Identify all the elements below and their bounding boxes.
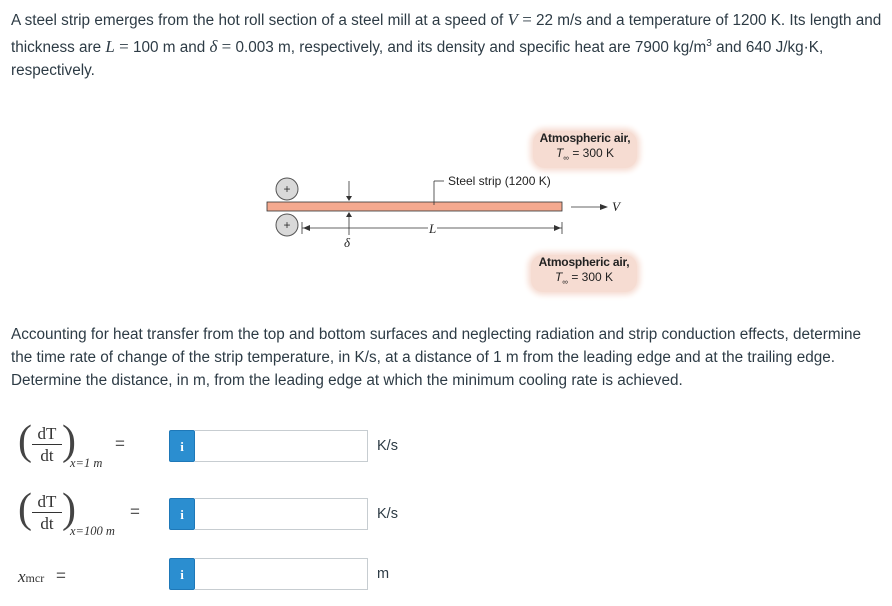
strip-label: Steel strip (1200 K) [448, 174, 551, 188]
steel-strip [267, 202, 562, 211]
problem-statement: A steel strip emerges from the hot roll section of a steel mill at a speed of V = 22 m/s and a temperature of 1200 K. Its length and thickness are L = 100 m and δ = 0.003 m, respectively, and its density and specific heat are 7900 $kg/m^3$ and 640 J/kg·K, respectively. [11, 10, 882, 80]
fraction-numerator: dT [37, 424, 57, 443]
x-mcr-label: xmcr [18, 567, 45, 586]
derivative-subscript: x=100 m [70, 524, 115, 538]
atmospheric-air-callout-top: Atmospheric air, $T_\infty = 300$ K [533, 131, 637, 168]
upper-roller-symbol: + [283, 182, 291, 196]
steel-strip-diagram [260, 125, 660, 295]
length-label: L [429, 221, 437, 236]
thickness-label: δ [344, 235, 351, 250]
unit-label: m [377, 566, 390, 582]
derivative-subscript: x=1 m [70, 456, 103, 470]
info-button[interactable]: i [169, 430, 195, 462]
fraction-denominator: dt [40, 446, 54, 465]
unit-label: K/s [377, 506, 398, 522]
equals-sign: = [115, 434, 125, 453]
equals-sign: = [56, 566, 66, 585]
question-text: Accounting for heat transfer from the top and bottom surfaces and neglecting radiation and strip conduction effects, determine the time rate of change of the strip temperature, in K/s, at a distance of 1 m from the leading edge and at the trailing edge. Determine the distance, in m, from the leading edge at which the minimum cooling rate is achieved. [11, 326, 862, 389]
answer-input-x-mcr[interactable] [195, 558, 368, 590]
answer-input-dTdt-x100m[interactable] [195, 498, 368, 530]
atmospheric-air-callout-bottom: Atmospheric air, $T_\infty = 300$ K [531, 255, 637, 292]
info-button[interactable]: i [169, 558, 195, 590]
equals-sign: = [130, 502, 140, 521]
answer-input-dTdt-x1m[interactable] [195, 430, 368, 462]
info-button[interactable]: i [169, 498, 195, 530]
answer-row-3 [0, 552, 892, 592]
fraction-denominator: dt [40, 514, 54, 533]
fraction-numerator: dT [37, 492, 57, 511]
answer-row-1: ( dT dt ) x=1 m = i K/s [18, 418, 398, 470]
unit-label: K/s [377, 438, 398, 454]
lower-roller-symbol: + [283, 218, 291, 232]
answer-row-2: ( dT dt ) x=100 m = i K/s [18, 486, 398, 538]
velocity-label: V [612, 199, 620, 214]
